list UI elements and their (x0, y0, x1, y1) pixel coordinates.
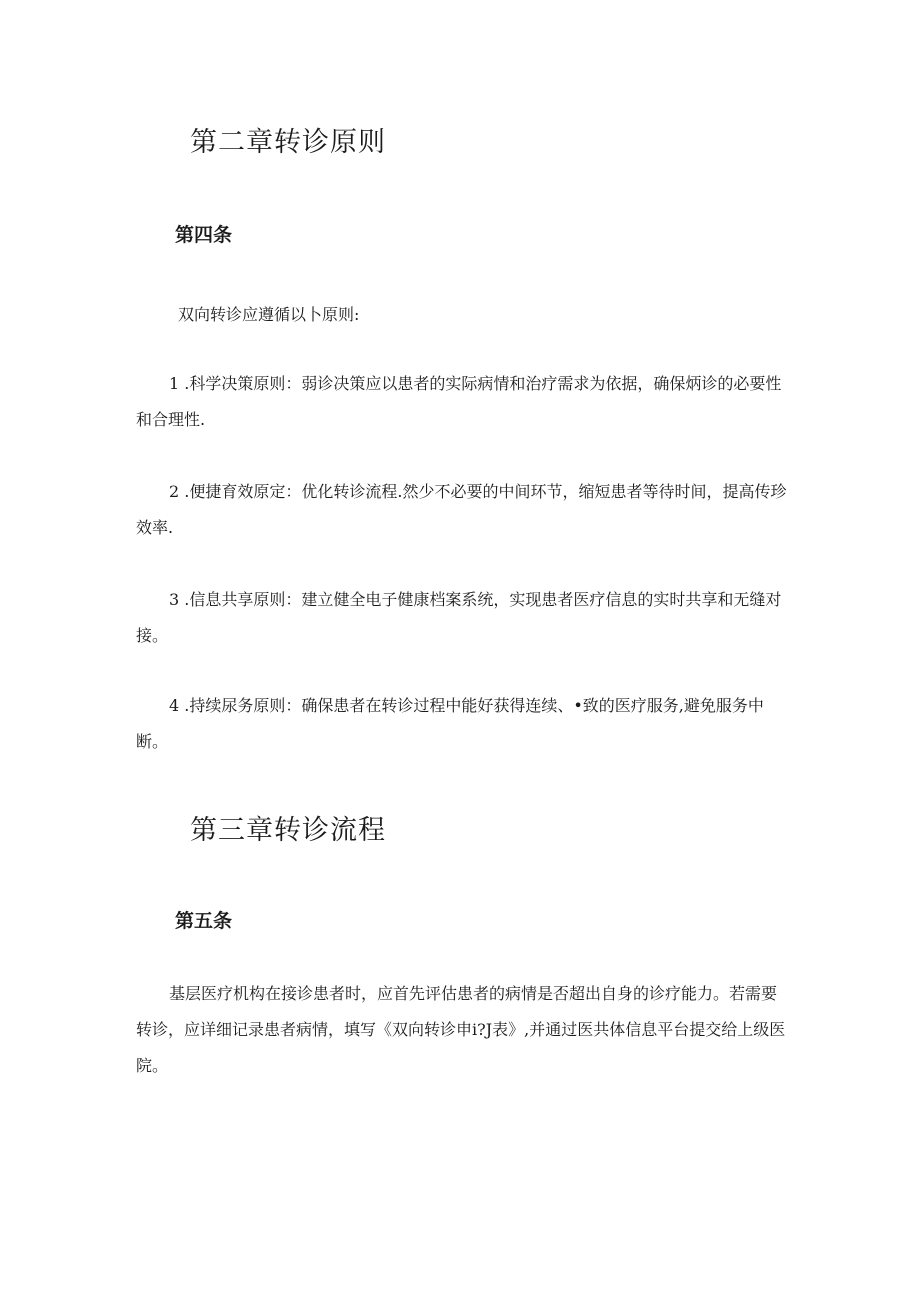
article-5-body: 基层医疗机构在接诊患者时，应首先评估患者的病情是否超出自身的诊疗能力。若需要转诊，应详细记录患者病情，填写《双向转诊申i?J表》,并通过医共体信息平台提交给上级医院。 (136, 984, 786, 1075)
article-5-heading: 第五条 (175, 910, 233, 932)
article-4-intro: 双向转诊应遵循以卜原则: (178, 305, 360, 324)
chapter-3-title: 第三章转诊流程 (190, 815, 386, 846)
chapter-2-title: 第二章转诊原则 (190, 127, 386, 158)
principle-item-3: 3 .信息共享原则：建立健全电子健康档案系统，实现患者医疗信息的实时共享和无缝对接。 (136, 590, 782, 645)
principle-item-1: 1 .科学决策原则：弱诊决策应以患者的实际病情和治疗需求为依据，确保炳诊的必要性和合理性. (136, 374, 782, 429)
article-4-heading: 第四条 (175, 224, 233, 246)
principle-item-2: 2 .便捷育效原定：优化转诊流程.然少不必要的中间环节，缩短患者等待时间，提高传珍效率. (136, 482, 787, 537)
principle-item-4: 4 .持续尿务原则：确保患者在转诊过程中能好获得连续、•致的医疗服务,避免服务中断。 (136, 696, 764, 751)
